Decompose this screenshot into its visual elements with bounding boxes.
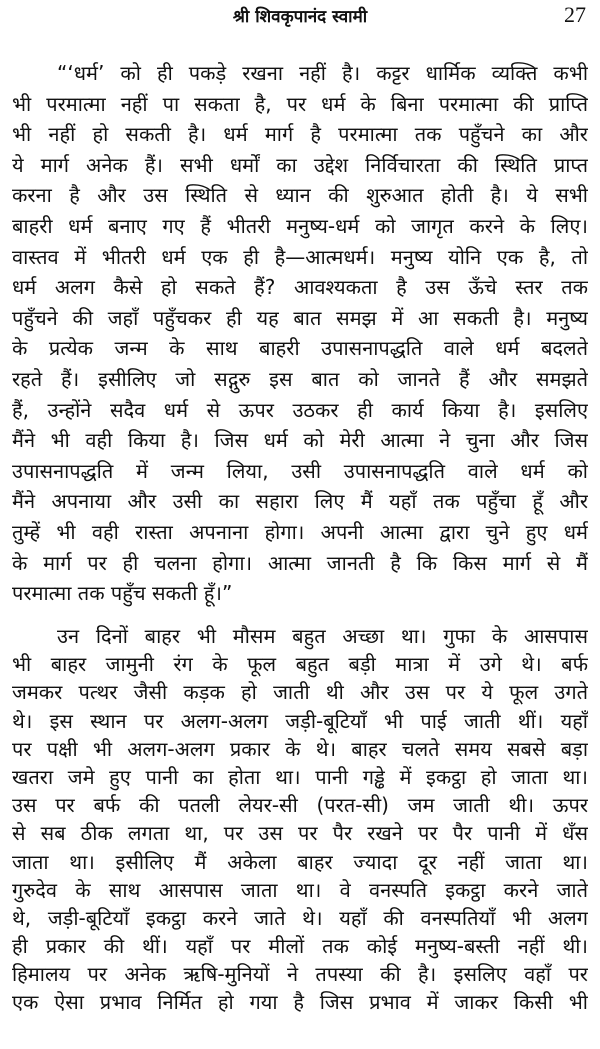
text-line: हिमालय पर अनेक ऋषि-मुनियों ने तपस्या की है। इसलिए वहाँ पर bbox=[12, 962, 588, 987]
text-line: भी परमात्मा नहीं पा सकता है, पर धर्म के बिना परमात्मा की प्राप्ति bbox=[12, 91, 588, 116]
text-line: मैंने भी वही किया है। जिस धर्म को मेरी आत्मा ने चुना और जिस bbox=[12, 428, 588, 453]
text-line: भी बाहर जामुनी रंग के फूल बहुत बड़ी मात्रा में उगे थे। बर्फ bbox=[12, 652, 588, 677]
text-line: थे। इस स्थान पर अलग-अलग जड़ी-बूटियाँ भी पाई जाती थीं। यहाँ bbox=[12, 708, 588, 733]
text-line: भी नहीं हो सकती है। धर्म मार्ग है परमात्मा तक पहुँचने का और bbox=[12, 122, 588, 147]
text-line: तुम्हें भी वही रास्ता अपनाना होगा। अपनी आत्मा द्वारा चुने हुए धर्म bbox=[12, 519, 588, 544]
text-line: बाहरी धर्म बनाए गए हैं भीतरी मनुष्य-धर्म को जागृत करने के लिए। bbox=[12, 213, 588, 238]
text-line: के प्रत्येक जन्म के साथ बाहरी उपासनापद्धति वाले धर्म बदलते bbox=[12, 336, 588, 361]
paragraph-weather bbox=[12, 622, 588, 1017]
text-line: धर्म अलग कैसे हो सकते हैं? आवश्यकता है उस ऊँचे स्तर तक bbox=[12, 275, 588, 300]
text-line: परमात्मा तक पहुँच सकती हूँ।” bbox=[12, 581, 233, 606]
text-line: उपासनापद्धति में जन्म लिया, उसी उपासनापद्धति वाले धर्म को bbox=[12, 458, 588, 483]
running-title: श्री शिवकृपानंद स्वामी bbox=[232, 7, 368, 27]
text-line: से सब ठीक लगता था, पर उस पर पैर रखने पर पैर पानी में धँस bbox=[12, 821, 588, 846]
text-line: जमकर पत्थर जैसी कड़क हो जाती थी और उस पर ये फूल उगते bbox=[12, 680, 588, 705]
text-line: थे, जड़ी-बूटियाँ इकट्ठा करने जाते थे। यहाँ की वनस्पतियाँ भी अलग bbox=[12, 905, 588, 930]
page-number: 27 bbox=[564, 2, 586, 27]
text-line: उस पर बर्फ की पतली लेयर-सी (परत-सी) जम जाती थी। ऊपर bbox=[12, 793, 588, 818]
text-line: “‘धर्म’ को ही पकड़े रखना नहीं है। कट्टर धार्मिक व्यक्ति कभी bbox=[57, 61, 588, 85]
text-line: करना है और उस स्थिति से ध्यान की शुरुआत होती है। ये सभी bbox=[12, 183, 588, 208]
text-line: उन दिनों बाहर भी मौसम बहुत अच्छा था। गुफा के आसपास bbox=[57, 624, 588, 648]
text-line: हैं, उन्होंने सदैव धर्म से ऊपर उठकर ही कार्य किया है। इसलिए bbox=[12, 397, 588, 422]
text-line: खतरा जमे हुए पानी का होता था। पानी गड्ढे में इकट्ठा हो जाता था। bbox=[12, 764, 588, 789]
text-line: गुरुदेव के साथ आसपास जाता था। वे वनस्पति इकट्ठा करने जाते bbox=[12, 877, 588, 902]
page-header bbox=[0, 0, 600, 40]
text-line: वास्तव में भीतरी धर्म एक ही है—आत्मधर्म। मनुष्य योनि एक है, तो bbox=[12, 244, 588, 269]
text-line: जाता था। इसीलिए मैं अकेला बाहर ज्यादा दूर नहीं जाता था। bbox=[12, 849, 588, 874]
text-line: के मार्ग पर ही चलना होगा। आत्मा जानती है कि किस मार्ग से मैं bbox=[12, 550, 588, 575]
text-line: एक ऐसा प्रभाव निर्मित हो गया है जिस प्रभाव में जाकर किसी भी bbox=[12, 990, 588, 1015]
text-line: पर पक्षी भी अलग-अलग प्रकार के थे। बाहर चलते समय सबसे बड़ा bbox=[12, 736, 588, 761]
text-line: ही प्रकार की थीं। यहाँ पर मीलों तक कोई मनुष्य-बस्ती नहीं थी। bbox=[12, 934, 588, 959]
paragraph-quote bbox=[12, 58, 588, 609]
text-line: ये मार्ग अनेक हैं। सभी धर्मों का उद्देश निर्विचारता की स्थिति प्राप्त bbox=[12, 152, 588, 177]
text-line: रहते हैं। इसीलिए जो सद्गुरु इस बात को जानते हैं और समझते bbox=[12, 366, 588, 391]
text-line: पहुँचने की जहाँ पहुँचकर ही यह बात समझ में आ सकती है। मनुष्य bbox=[12, 305, 588, 330]
text-line: मैंने अपनाया और उसी का सहारा लिए मैं यहाँ तक पहुँचा हूँ और bbox=[12, 489, 588, 514]
